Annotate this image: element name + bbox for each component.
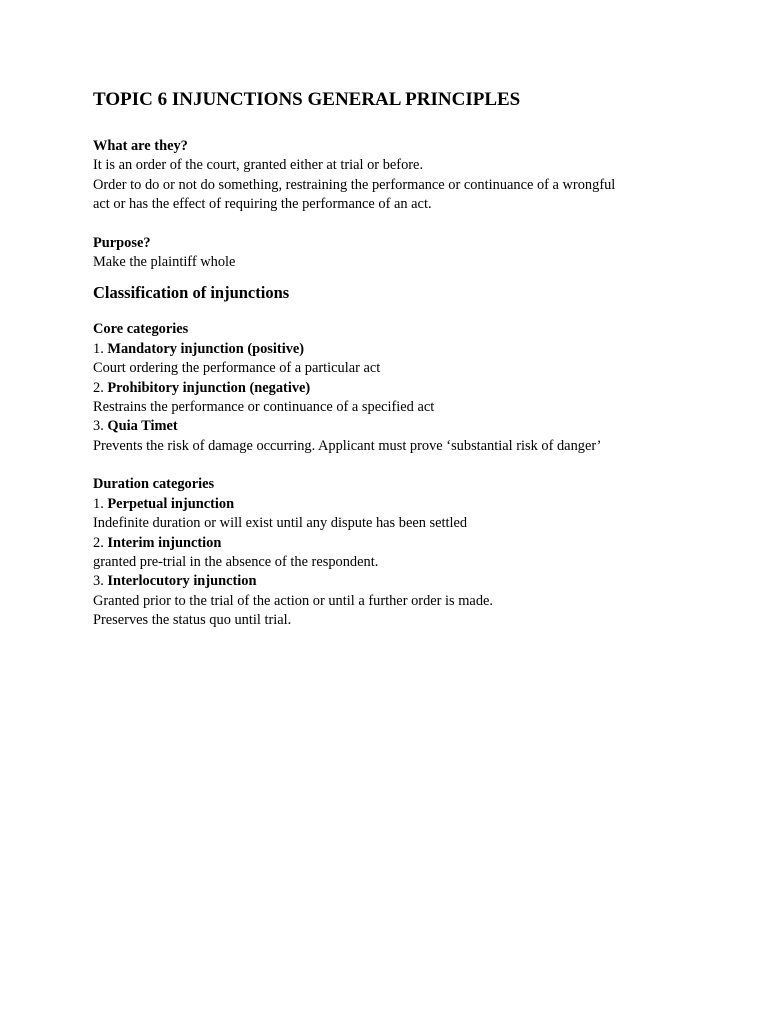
what-line-1: It is an order of the court, granted either at trial or before. <box>93 157 424 174</box>
core-item-number: 1. <box>93 340 108 357</box>
duration-item-3 <box>93 572 713 591</box>
core-item-name: Mandatory injunction (positive) <box>107 340 305 357</box>
classification-heading: Classification of injunctions <box>93 283 290 303</box>
core-heading: Core categories <box>93 321 189 338</box>
document-page <box>93 88 713 631</box>
duration-item-name: Interlocutory injunction <box>107 573 257 590</box>
duration-item-number: 3. <box>93 573 108 590</box>
core-item-name: Quia Timet <box>107 418 178 435</box>
duration-item-name: Interim injunction <box>107 534 222 551</box>
core-item-desc: Restrains the performance or continuance of a specified act <box>93 399 435 416</box>
duration-heading: Duration categories <box>93 476 215 493</box>
duration-item-2 <box>93 534 713 553</box>
core-item-desc: Prevents the risk of damage occurring. Applicant must prove ‘substantial risk of danger’ <box>93 437 602 454</box>
core-item-number: 3. <box>93 418 108 435</box>
purpose-heading: Purpose? <box>93 234 151 251</box>
spacer <box>93 215 713 234</box>
core-item-3 <box>93 417 713 436</box>
document-title: TOPIC 6 INJUNCTIONS GENERAL PRINCIPLES <box>93 89 521 110</box>
core-item-desc: Court ordering the performance of a particular act <box>93 360 381 377</box>
duration-item-desc: granted pre-trial in the absence of the respondent. <box>93 553 379 570</box>
core-item-number: 2. <box>93 379 108 396</box>
what-line-3: act or has the effect of requiring the performance of an act. <box>93 196 432 213</box>
duration-item-desc: Preserves the status quo until trial. <box>93 612 292 629</box>
duration-item-number: 2. <box>93 534 108 551</box>
purpose-text: Make the plaintiff whole <box>93 254 236 271</box>
core-item-2 <box>93 379 713 398</box>
duration-item-number: 1. <box>93 495 108 512</box>
spacer <box>93 456 713 475</box>
core-item-1 <box>93 340 713 359</box>
duration-item-name: Perpetual injunction <box>107 495 235 512</box>
duration-item-desc: Indefinite duration or will exist until any dispute has been settled <box>93 515 468 532</box>
what-line-2: Order to do or not do something, restraining the performance or continuance of a wrongful <box>93 176 616 193</box>
core-item-name: Prohibitory injunction (negative) <box>107 379 311 396</box>
duration-item-desc: Granted prior to the trial of the action or until a further order is made. <box>93 592 494 609</box>
duration-item-1 <box>93 495 713 514</box>
what-heading: What are they? <box>93 138 188 154</box>
